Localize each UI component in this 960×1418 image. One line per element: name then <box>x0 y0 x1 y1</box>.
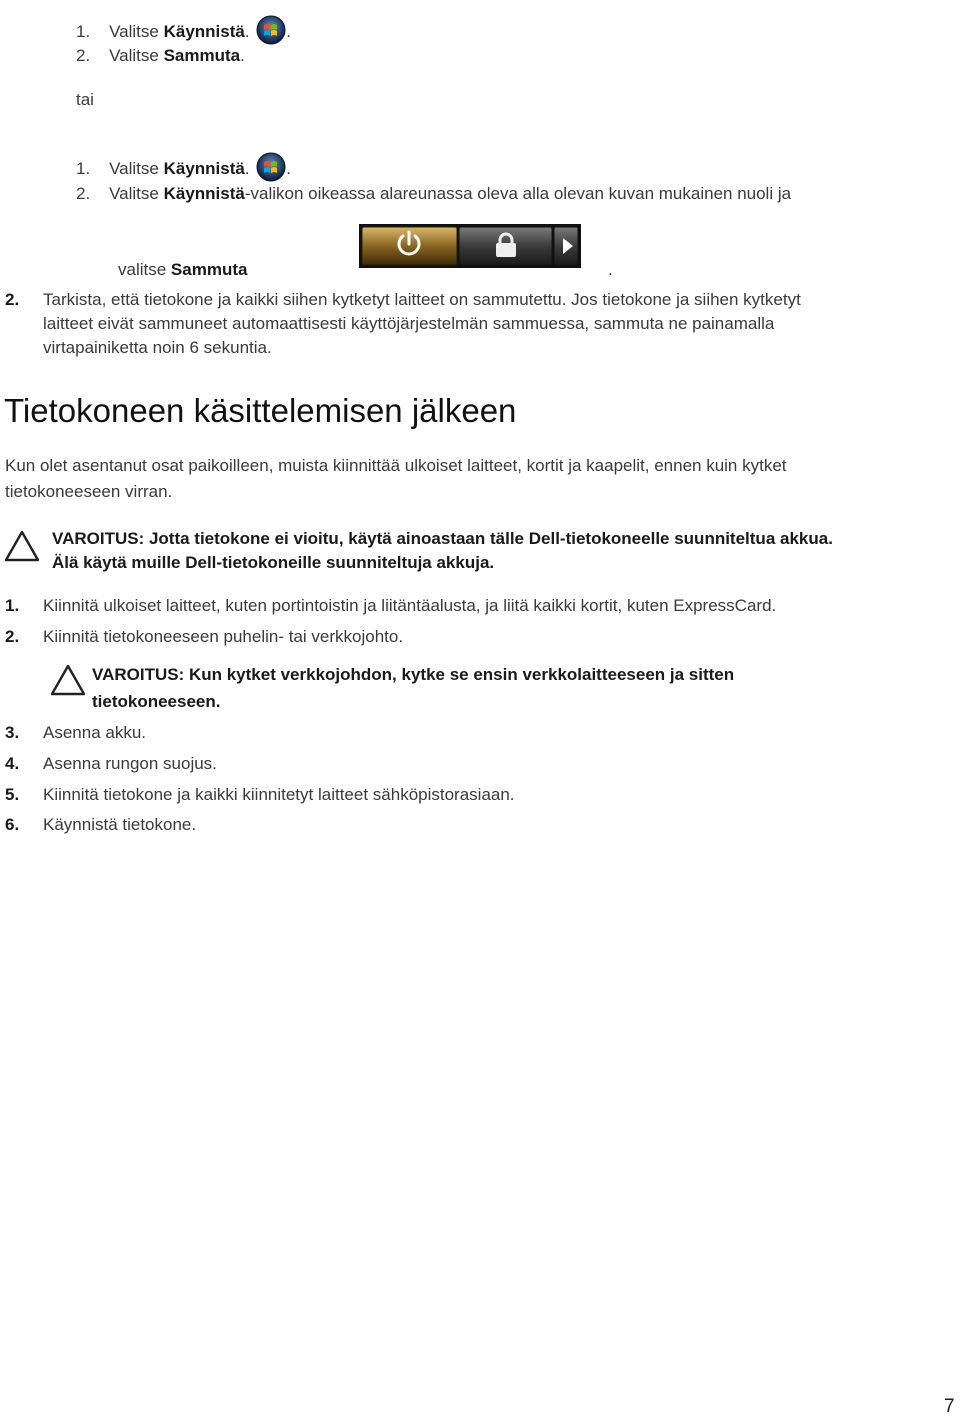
step-number <box>5 783 19 807</box>
step-number <box>5 625 19 649</box>
start-label: Käynnistä <box>163 184 245 203</box>
list-b-item-2 <box>76 183 791 205</box>
start-label: Käynnistä <box>163 159 245 178</box>
list-text: -valikon oikeassa alareunassa oleva alla olevan kuvan mukainen nuoli ja <box>244 184 792 203</box>
punct: . <box>286 22 292 41</box>
intro-line-2: tietokoneeseen virran. <box>5 482 173 501</box>
step-2-text: Kiinnitä tietokoneeseen puhelin- tai verkkojohto. <box>43 627 404 646</box>
punct: . <box>240 46 245 65</box>
list-text: Valitse <box>109 22 164 41</box>
step-1-text: Kiinnitä ulkoiset laitteet, kuten portintoistin ja liitäntäalusta, ja liitä kaikki kortit, kuten ExpressCard. <box>43 596 777 615</box>
list-number: 1. <box>76 159 91 178</box>
list-text: Valitse <box>109 184 164 203</box>
start-label: Käynnistä <box>163 22 245 41</box>
list-b-item-1 <box>76 152 291 182</box>
page-number: 7 <box>944 1396 955 1417</box>
shutdown-label: Sammuta <box>163 46 241 65</box>
list-number: 2. <box>76 184 91 203</box>
list-text: Valitse <box>109 159 164 178</box>
or-text: tai <box>76 90 94 109</box>
step-2-line-3: virtapainiketta noin 6 sekuntia. <box>43 338 272 357</box>
windows-start-icon <box>256 152 286 182</box>
shutdown-label: Sammuta <box>170 260 248 279</box>
warning-1-line-2: Älä käytä muille Dell-tietokoneille suunniteltuja akkuja. <box>52 553 495 572</box>
step-6-text: Käynnistä tietokone. <box>43 815 197 834</box>
step-3-text: Asenna akku. <box>43 723 147 742</box>
list-number: 2. <box>76 46 91 65</box>
list-number: 4. <box>5 754 20 773</box>
step-number <box>5 721 19 745</box>
intro-line-1: Kun olet asentanut osat paikoilleen, muista kiinnittää ulkoiset laitteet, kortit ja kaapelit, ennen kuin kytket <box>5 456 787 475</box>
section-title: Tietokoneen käsittelemisen jälkeen <box>4 392 517 429</box>
list-b-continuation <box>118 259 247 281</box>
list-number: 3. <box>5 723 20 742</box>
list-number: 1. <box>5 596 20 615</box>
warning-triangle-icon <box>4 530 40 562</box>
step-2-line-2: laitteet eivät sammuneet automaattisesti käyttöjärjestelmän sammuessa, sammuta ne painamalla <box>43 314 775 333</box>
step-number <box>5 813 19 837</box>
list-a-item-2 <box>76 45 245 67</box>
punct: . <box>244 159 255 178</box>
list-number: 2. <box>5 627 20 646</box>
step-5-text: Kiinnitä tietokone ja kaikki kiinnitetyt laitteet sähköpistorasiaan. <box>43 785 515 804</box>
windows-start-icon <box>256 15 286 45</box>
shutdown-button-bar <box>359 224 581 268</box>
warning-1-line-1: VAROITUS: Jotta tietokone ei vioitu, käytä ainoastaan tälle Dell-tietokoneelle suunniteltua akkua. <box>52 529 833 548</box>
list-text: valitse <box>118 260 171 279</box>
list-number: 2. <box>5 290 20 309</box>
step-2-number <box>5 288 19 312</box>
step-2-line-1: Tarkista, että tietokone ja kaikki siihen kytketyt laitteet on sammutettu. Jos tietokone ja siihen kytketyt <box>43 290 801 309</box>
punct: . <box>608 260 613 279</box>
list-number: 5. <box>5 785 20 804</box>
list-text: Valitse <box>109 46 164 65</box>
punct: . <box>244 22 255 41</box>
step-number <box>5 752 19 776</box>
warning-2-line-1: VAROITUS: Kun kytket verkkojohdon, kytke se ensin verkkolaitteeseen ja sitten <box>92 665 735 684</box>
punct: . <box>286 159 292 178</box>
list-number: 6. <box>5 815 20 834</box>
warning-2-line-2: tietokoneeseen. <box>92 692 221 711</box>
list-a-item-1 <box>76 15 291 45</box>
warning-triangle-icon <box>50 664 86 696</box>
step-number <box>5 594 19 618</box>
list-number: 1. <box>76 22 91 41</box>
step-4-text: Asenna rungon suojus. <box>43 754 217 773</box>
